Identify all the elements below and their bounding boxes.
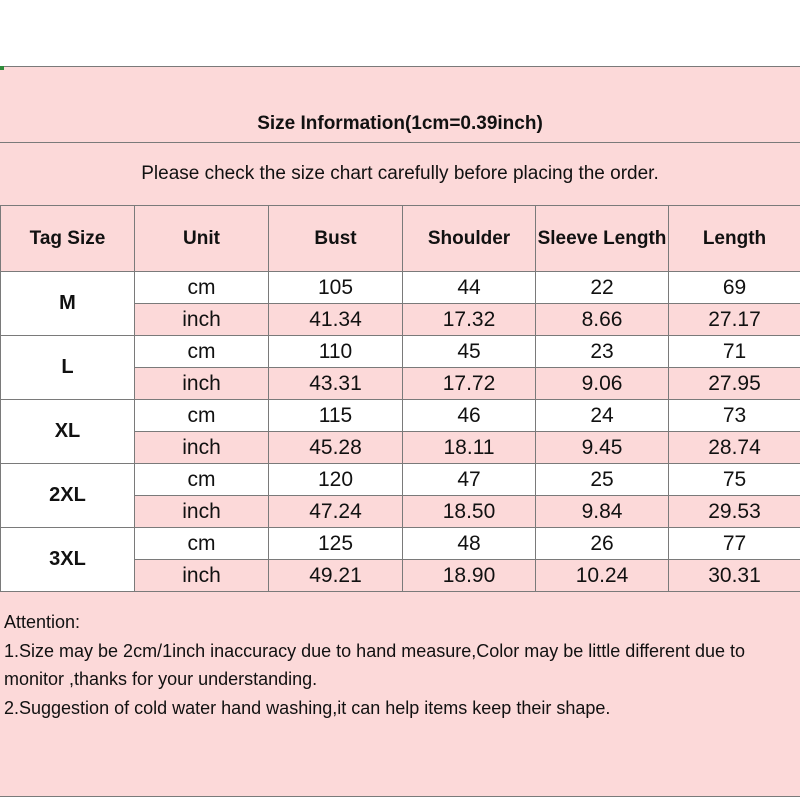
value-cell: 27.17: [669, 304, 800, 336]
corner-mark: [0, 66, 4, 70]
value-cell: 24: [536, 400, 669, 432]
value-cell: 45: [403, 336, 536, 368]
unit-cell: cm: [135, 464, 269, 496]
value-cell: 75: [669, 464, 800, 496]
value-cell: 18.50: [403, 496, 536, 528]
value-cell: 49.21: [269, 560, 403, 592]
value-cell: 25: [536, 464, 669, 496]
value-cell: 71: [669, 336, 800, 368]
value-cell: 105: [269, 272, 403, 304]
value-cell: 46: [403, 400, 536, 432]
tag-size-cell: XL: [1, 400, 135, 464]
size-chart: [0, 66, 800, 797]
value-cell: 45.28: [269, 432, 403, 464]
size-table: [0, 205, 800, 592]
value-cell: 44: [403, 272, 536, 304]
value-cell: 29.53: [669, 496, 800, 528]
tag-size-cell: L: [1, 336, 135, 400]
table-header-row: [1, 206, 800, 272]
tag-size-cell: 2XL: [1, 464, 135, 528]
table-row: [1, 464, 800, 496]
column-header: Bust: [269, 206, 403, 272]
table-row: [1, 528, 800, 560]
tag-size-cell: M: [1, 272, 135, 336]
column-header: Shoulder: [403, 206, 536, 272]
value-cell: 9.45: [536, 432, 669, 464]
value-cell: 17.72: [403, 368, 536, 400]
unit-cell: cm: [135, 272, 269, 304]
value-cell: 69: [669, 272, 800, 304]
value-cell: 30.31: [669, 560, 800, 592]
value-cell: 23: [536, 336, 669, 368]
unit-cell: cm: [135, 528, 269, 560]
unit-cell: inch: [135, 368, 269, 400]
value-cell: 125: [269, 528, 403, 560]
unit-cell: cm: [135, 336, 269, 368]
value-cell: 27.95: [669, 368, 800, 400]
unit-cell: inch: [135, 304, 269, 336]
value-cell: 28.74: [669, 432, 800, 464]
value-cell: 120: [269, 464, 403, 496]
value-cell: 48: [403, 528, 536, 560]
unit-cell: inch: [135, 432, 269, 464]
value-cell: 18.11: [403, 432, 536, 464]
value-cell: 47: [403, 464, 536, 496]
unit-cell: inch: [135, 560, 269, 592]
value-cell: 10.24: [536, 560, 669, 592]
value-cell: 47.24: [269, 496, 403, 528]
tag-size-cell: 3XL: [1, 528, 135, 592]
value-cell: 17.32: [403, 304, 536, 336]
value-cell: 43.31: [269, 368, 403, 400]
attention-heading: Attention:: [4, 612, 81, 632]
value-cell: 9.06: [536, 368, 669, 400]
column-header: Unit: [135, 206, 269, 272]
value-cell: 110: [269, 336, 403, 368]
attention-line: monitor ,thanks for your understanding.: [4, 669, 318, 689]
unit-cell: cm: [135, 400, 269, 432]
unit-cell: inch: [135, 496, 269, 528]
attention-line: 2.Suggestion of cold water hand washing,it can help items keep their shape.: [4, 697, 611, 718]
column-header: Length: [669, 206, 800, 272]
page-title: Size Information(1cm=0.39inch): [257, 113, 543, 134]
value-cell: 77: [669, 528, 800, 560]
value-cell: 9.84: [536, 496, 669, 528]
value-cell: 8.66: [536, 304, 669, 336]
title-row: [0, 67, 800, 143]
value-cell: 22: [536, 272, 669, 304]
attention-line: 1.Size may be 2cm/1inch inaccuracy due to hand measure,Color may be little different due to: [4, 640, 746, 661]
value-cell: 73: [669, 400, 800, 432]
table-row: [1, 336, 800, 368]
value-cell: 115: [269, 400, 403, 432]
column-header: Sleeve Length: [536, 206, 669, 272]
attention-notes: [0, 594, 800, 796]
table-row: [1, 400, 800, 432]
value-cell: 41.34: [269, 304, 403, 336]
column-header: Tag Size: [1, 206, 135, 272]
value-cell: 26: [536, 528, 669, 560]
value-cell: 18.90: [403, 560, 536, 592]
table-row: [1, 272, 800, 304]
order-note: Please check the size chart carefully before placing the order.: [0, 143, 800, 206]
